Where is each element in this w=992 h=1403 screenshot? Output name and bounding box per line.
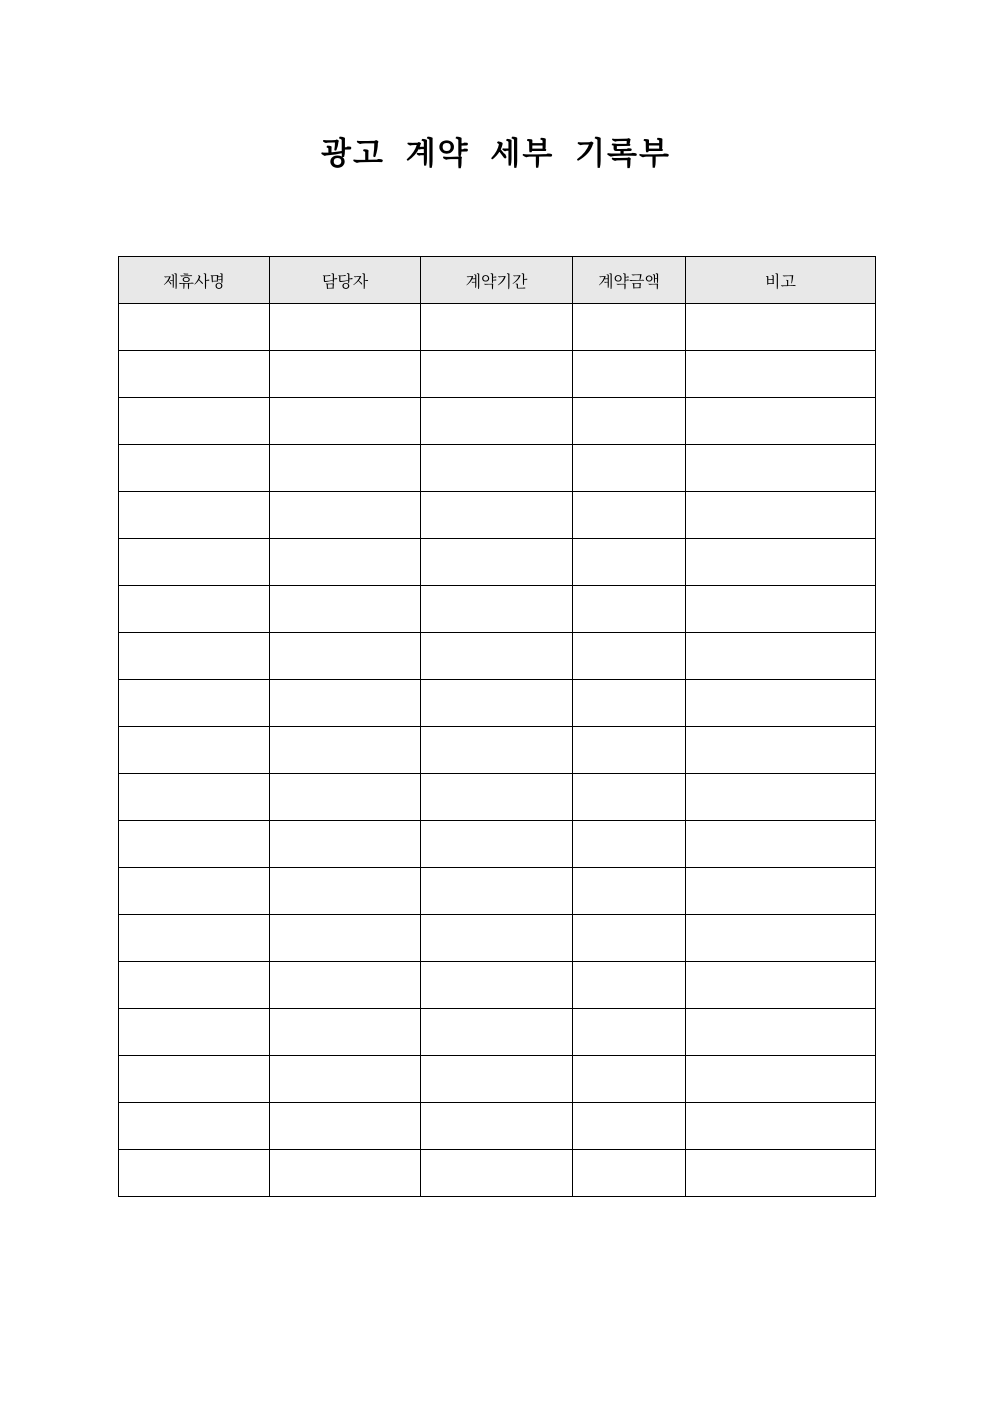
contract-period-cell bbox=[421, 492, 573, 539]
manager-cell bbox=[270, 774, 421, 821]
partner-cell bbox=[119, 586, 270, 633]
manager-cell bbox=[270, 962, 421, 1009]
manager-cell bbox=[270, 445, 421, 492]
partner-cell bbox=[119, 539, 270, 586]
contract-period-cell bbox=[421, 351, 573, 398]
partner-cell bbox=[119, 351, 270, 398]
table-row bbox=[119, 680, 876, 727]
manager-cell bbox=[270, 633, 421, 680]
contract-amount-cell bbox=[573, 351, 686, 398]
table-row bbox=[119, 492, 876, 539]
contract-record-table bbox=[118, 256, 876, 1197]
contract-amount-cell bbox=[573, 1103, 686, 1150]
contract-amount-cell bbox=[573, 868, 686, 915]
partner-cell bbox=[119, 633, 270, 680]
manager-cell bbox=[270, 586, 421, 633]
contract-amount-cell bbox=[573, 680, 686, 727]
contract-period-cell bbox=[421, 774, 573, 821]
table-row bbox=[119, 1009, 876, 1056]
contract-amount-cell bbox=[573, 821, 686, 868]
partner-cell bbox=[119, 915, 270, 962]
contract-period-cell bbox=[421, 539, 573, 586]
remarks-cell bbox=[686, 962, 876, 1009]
manager-cell bbox=[270, 1150, 421, 1197]
table-row bbox=[119, 1103, 876, 1150]
table-row bbox=[119, 586, 876, 633]
partner-cell bbox=[119, 1056, 270, 1103]
contract-period-cell bbox=[421, 398, 573, 445]
remarks-cell bbox=[686, 398, 876, 445]
remarks-cell bbox=[686, 445, 876, 492]
manager-cell bbox=[270, 304, 421, 351]
remarks-cell bbox=[686, 774, 876, 821]
column-header-contract-amount: 계약금액 bbox=[573, 257, 686, 304]
partner-cell bbox=[119, 868, 270, 915]
contract-amount-cell bbox=[573, 1056, 686, 1103]
contract-period-cell bbox=[421, 1103, 573, 1150]
contract-amount-cell bbox=[573, 398, 686, 445]
partner-cell bbox=[119, 774, 270, 821]
partner-cell bbox=[119, 962, 270, 1009]
table-row bbox=[119, 915, 876, 962]
partner-cell bbox=[119, 398, 270, 445]
contract-period-cell bbox=[421, 680, 573, 727]
remarks-cell bbox=[686, 539, 876, 586]
table-row bbox=[119, 539, 876, 586]
table-row bbox=[119, 398, 876, 445]
contract-amount-cell bbox=[573, 727, 686, 774]
contract-amount-cell bbox=[573, 774, 686, 821]
remarks-cell bbox=[686, 1056, 876, 1103]
table-row bbox=[119, 304, 876, 351]
manager-cell bbox=[270, 1103, 421, 1150]
remarks-cell bbox=[686, 492, 876, 539]
remarks-cell bbox=[686, 304, 876, 351]
column-header-partner: 제휴사명 bbox=[119, 257, 270, 304]
manager-cell bbox=[270, 915, 421, 962]
contract-amount-cell bbox=[573, 492, 686, 539]
contract-amount-cell bbox=[573, 539, 686, 586]
partner-cell bbox=[119, 445, 270, 492]
contract-period-cell bbox=[421, 304, 573, 351]
contract-amount-cell bbox=[573, 586, 686, 633]
table-row bbox=[119, 1150, 876, 1197]
manager-cell bbox=[270, 539, 421, 586]
remarks-cell bbox=[686, 586, 876, 633]
manager-cell bbox=[270, 398, 421, 445]
contract-period-cell bbox=[421, 1150, 573, 1197]
partner-cell bbox=[119, 492, 270, 539]
remarks-cell bbox=[686, 633, 876, 680]
contract-period-cell bbox=[421, 821, 573, 868]
remarks-cell bbox=[686, 1103, 876, 1150]
remarks-cell bbox=[686, 1009, 876, 1056]
partner-cell bbox=[119, 304, 270, 351]
table-row bbox=[119, 445, 876, 492]
manager-cell bbox=[270, 868, 421, 915]
partner-cell bbox=[119, 680, 270, 727]
manager-cell bbox=[270, 821, 421, 868]
remarks-cell bbox=[686, 351, 876, 398]
table-row bbox=[119, 351, 876, 398]
contract-period-cell bbox=[421, 586, 573, 633]
table-row bbox=[119, 774, 876, 821]
manager-cell bbox=[270, 492, 421, 539]
remarks-cell bbox=[686, 915, 876, 962]
table-row bbox=[119, 821, 876, 868]
contract-period-cell bbox=[421, 962, 573, 1009]
manager-cell bbox=[270, 727, 421, 774]
partner-cell bbox=[119, 1103, 270, 1150]
contract-period-cell bbox=[421, 915, 573, 962]
remarks-cell bbox=[686, 821, 876, 868]
column-header-manager: 담당자 bbox=[270, 257, 421, 304]
contract-amount-cell bbox=[573, 304, 686, 351]
contract-amount-cell bbox=[573, 1150, 686, 1197]
table-body bbox=[119, 304, 876, 1197]
contract-amount-cell bbox=[573, 633, 686, 680]
manager-cell bbox=[270, 351, 421, 398]
table-row bbox=[119, 633, 876, 680]
partner-cell bbox=[119, 727, 270, 774]
partner-cell bbox=[119, 821, 270, 868]
remarks-cell bbox=[686, 727, 876, 774]
column-header-remarks: 비고 bbox=[686, 257, 876, 304]
table-row bbox=[119, 1056, 876, 1103]
partner-cell bbox=[119, 1150, 270, 1197]
contract-amount-cell bbox=[573, 915, 686, 962]
contract-period-cell bbox=[421, 868, 573, 915]
document-title: 광고 계약 세부 기록부 bbox=[321, 136, 671, 172]
contract-amount-cell bbox=[573, 1009, 686, 1056]
header-row bbox=[119, 257, 876, 304]
contract-period-cell bbox=[421, 633, 573, 680]
contract-period-cell bbox=[421, 1056, 573, 1103]
remarks-cell bbox=[686, 868, 876, 915]
remarks-cell bbox=[686, 1150, 876, 1197]
table-row bbox=[119, 727, 876, 774]
contract-amount-cell bbox=[573, 445, 686, 492]
contract-period-cell bbox=[421, 1009, 573, 1056]
manager-cell bbox=[270, 1056, 421, 1103]
contract-period-cell bbox=[421, 727, 573, 774]
partner-cell bbox=[119, 1009, 270, 1056]
table-row bbox=[119, 868, 876, 915]
column-header-contract-period: 계약기간 bbox=[421, 257, 573, 304]
table-row bbox=[119, 962, 876, 1009]
contract-period-cell bbox=[421, 445, 573, 492]
contract-amount-cell bbox=[573, 962, 686, 1009]
manager-cell bbox=[270, 1009, 421, 1056]
remarks-cell bbox=[686, 680, 876, 727]
manager-cell bbox=[270, 680, 421, 727]
